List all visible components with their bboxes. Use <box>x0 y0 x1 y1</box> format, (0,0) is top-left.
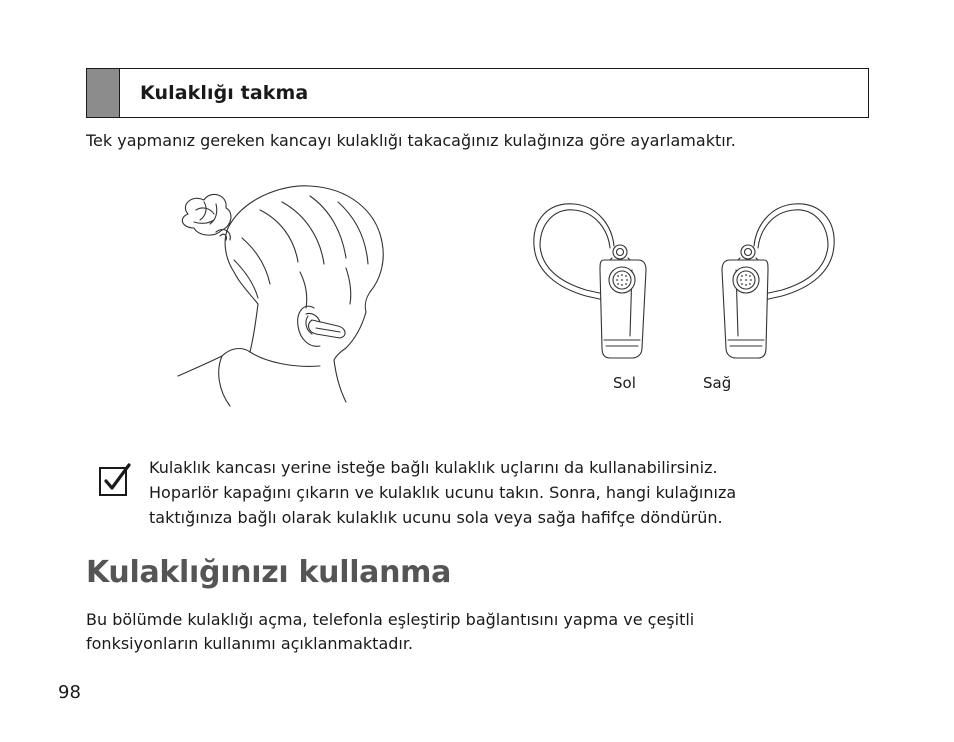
section-marker <box>87 69 120 117</box>
section-title: Kulaklığı takma <box>140 82 309 104</box>
head-wearing-headset-illustration <box>170 180 400 410</box>
body-line: Bu bölümde kulaklığı açma, telefonla eşleştirip bağlantısını yapma ve çeşitli <box>86 610 695 629</box>
intro-text: Tek yapmanız gereken kancayı kulaklığı takacağınız kulağınıza göre ayarlamaktır. <box>86 131 736 150</box>
right-label: Sağ <box>703 374 732 392</box>
chapter-heading: Kulaklığınızı kullanma <box>86 555 452 590</box>
right-headset-drawing <box>722 204 834 358</box>
body-text <box>86 608 694 656</box>
note-line: Kulaklık kancası yerine isteğe bağlı kulaklık uçlarını da kullanabilirsiniz. <box>149 458 718 477</box>
page-number: 98 <box>58 682 81 703</box>
body-line: fonksiyonların kullanımı açıklanmaktadır. <box>86 634 414 653</box>
headset-hooks-illustration <box>528 196 848 371</box>
checkbox-check-icon <box>98 462 134 498</box>
note-text <box>149 455 736 530</box>
section-header <box>86 68 869 118</box>
note-line: taktığınıza bağlı olarak kulaklık ucunu sola veya sağa hafifçe döndürün. <box>149 508 723 527</box>
note-line: Hoparlör kapağını çıkarın ve kulaklık ucunu takın. Sonra, hangi kulağınıza <box>149 483 737 502</box>
left-label: Sol <box>613 374 636 392</box>
left-headset-drawing <box>534 204 646 358</box>
